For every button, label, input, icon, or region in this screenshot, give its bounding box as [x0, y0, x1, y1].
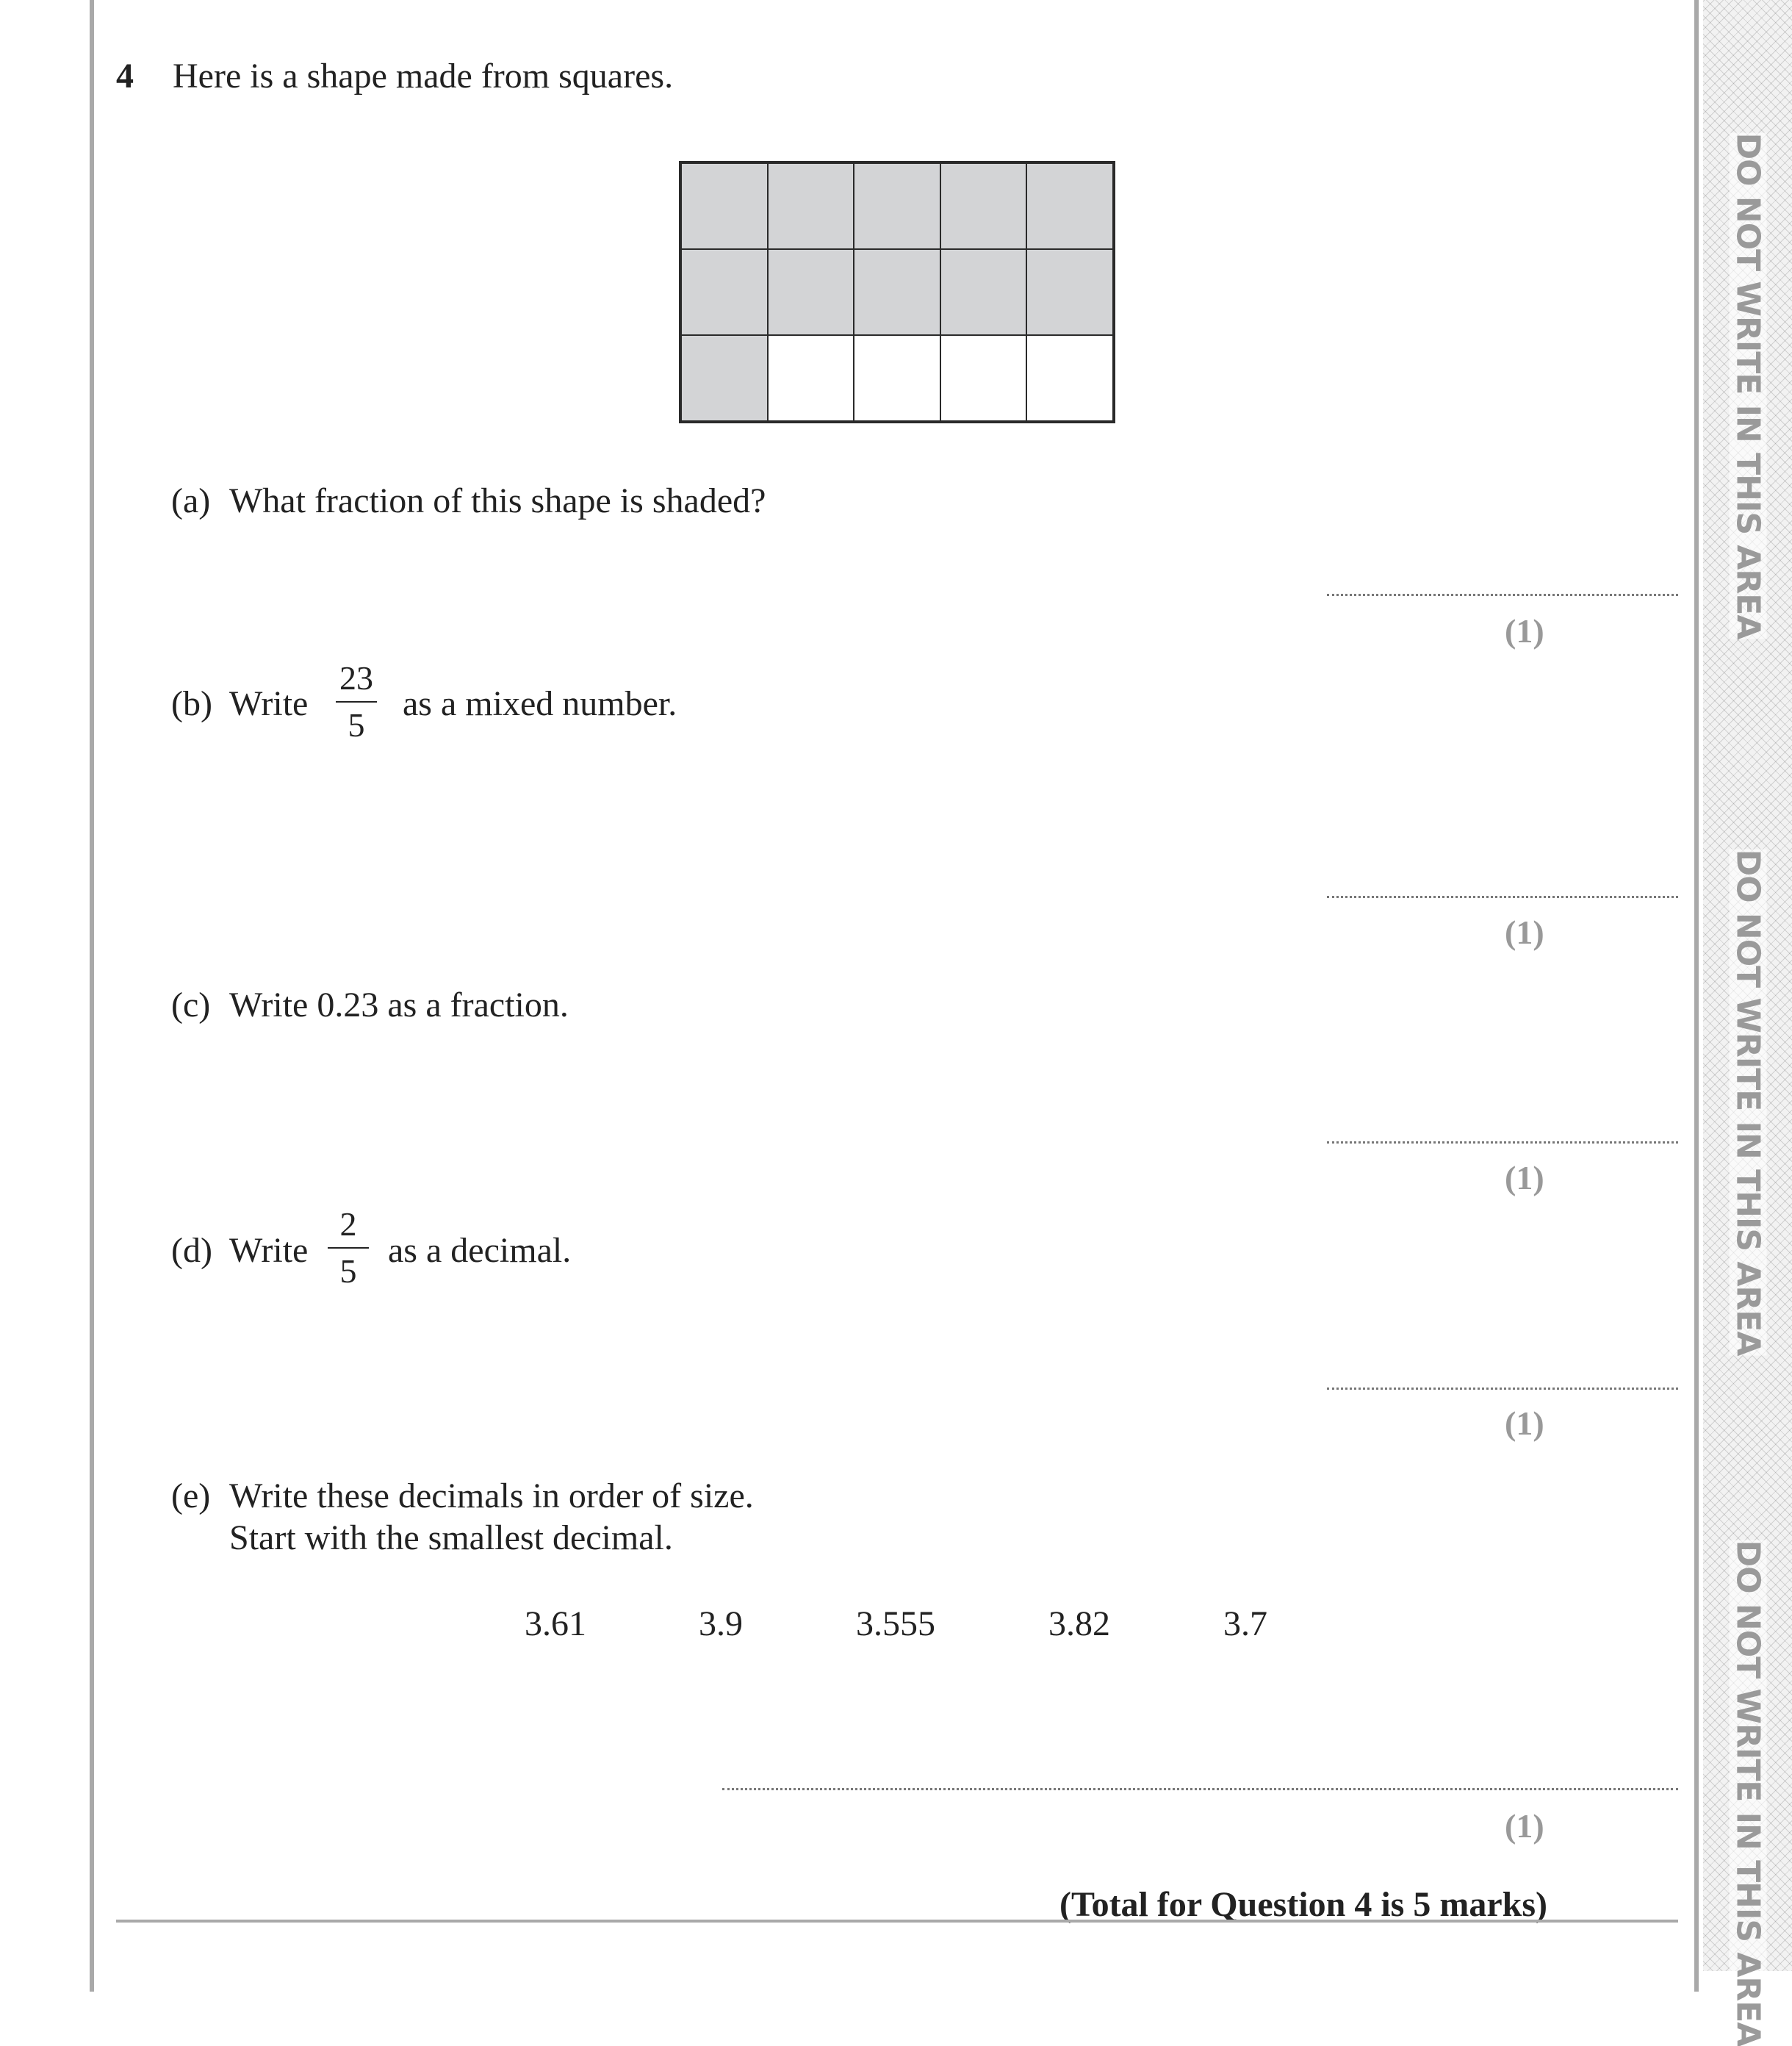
shaded-square: [854, 163, 940, 249]
part-b-label: (b): [171, 684, 212, 723]
shaded-square: [940, 249, 1027, 335]
unshaded-square: [1026, 335, 1113, 421]
decimal-item: 3.82: [1048, 1604, 1110, 1643]
margin-strip: [1703, 0, 1792, 2046]
mark-c: (1): [1505, 1159, 1544, 1196]
part-b-text-before: Write: [229, 684, 309, 723]
decimal-item: 3.7: [1223, 1604, 1267, 1643]
part-a-label: (a): [171, 481, 211, 520]
part-c-label: (c): [171, 986, 211, 1024]
fraction-denominator: 5: [348, 706, 365, 744]
shape-grid: [679, 161, 1115, 423]
part-b-text-after: as a mixed number.: [403, 684, 677, 723]
mark-e: (1): [1505, 1807, 1544, 1845]
answer-line-d[interactable]: [1327, 1388, 1678, 1390]
shaded-square: [681, 163, 768, 249]
fraction-2-5: [326, 1207, 370, 1288]
part-d-text-before: Write: [229, 1231, 309, 1270]
answer-line-e[interactable]: [722, 1788, 1678, 1790]
answer-line-b[interactable]: [1327, 896, 1678, 898]
decimal-item: 3.9: [699, 1604, 743, 1643]
margin-warning-2: DO NOT WRITE IN THIS AREA: [1729, 849, 1766, 1356]
question-intro: Here is a shape made from squares.: [173, 57, 674, 96]
shaded-square: [854, 249, 940, 335]
mark-a: (1): [1505, 612, 1544, 650]
shaded-square: [768, 249, 854, 335]
unshaded-square: [940, 335, 1027, 421]
fraction-numerator: 23: [339, 659, 373, 697]
unshaded-square: [854, 335, 940, 421]
part-e-label: (e): [171, 1476, 211, 1515]
margin-warning-3: DO NOT WRITE IN THIS AREA: [1729, 1540, 1766, 2046]
question-divider: [116, 1920, 1678, 1923]
part-d-label: (d): [171, 1231, 212, 1270]
shaded-square: [768, 163, 854, 249]
mark-d: (1): [1505, 1404, 1544, 1442]
shaded-square: [681, 249, 768, 335]
answer-line-a[interactable]: [1327, 594, 1678, 596]
part-e-line1: Write these decimals in order of size.: [229, 1476, 754, 1515]
mark-b: (1): [1505, 913, 1544, 951]
margin-warning-1: DO NOT WRITE IN THIS AREA: [1729, 132, 1766, 639]
part-a-text: What fraction of this shape is shaded?: [229, 481, 766, 520]
question-total: (Total for Question 4 is 5 marks): [1059, 1885, 1547, 1924]
shaded-square: [940, 163, 1027, 249]
question-number: 4: [116, 57, 134, 96]
fraction-denominator: 5: [339, 1252, 357, 1290]
part-c-text: Write 0.23 as a fraction.: [229, 986, 569, 1024]
decimal-item: 3.61: [525, 1604, 586, 1643]
shaded-square: [681, 335, 768, 421]
shaded-square: [1026, 163, 1113, 249]
part-e-line2: Start with the smallest decimal.: [229, 1518, 673, 1557]
unshaded-square: [768, 335, 854, 421]
fraction-23-5: [334, 661, 378, 742]
shaded-square: [1026, 249, 1113, 335]
fraction-numerator: 2: [339, 1205, 357, 1243]
part-d-text-after: as a decimal.: [388, 1231, 572, 1270]
answer-line-c[interactable]: [1327, 1141, 1678, 1144]
decimal-item: 3.555: [856, 1604, 935, 1643]
